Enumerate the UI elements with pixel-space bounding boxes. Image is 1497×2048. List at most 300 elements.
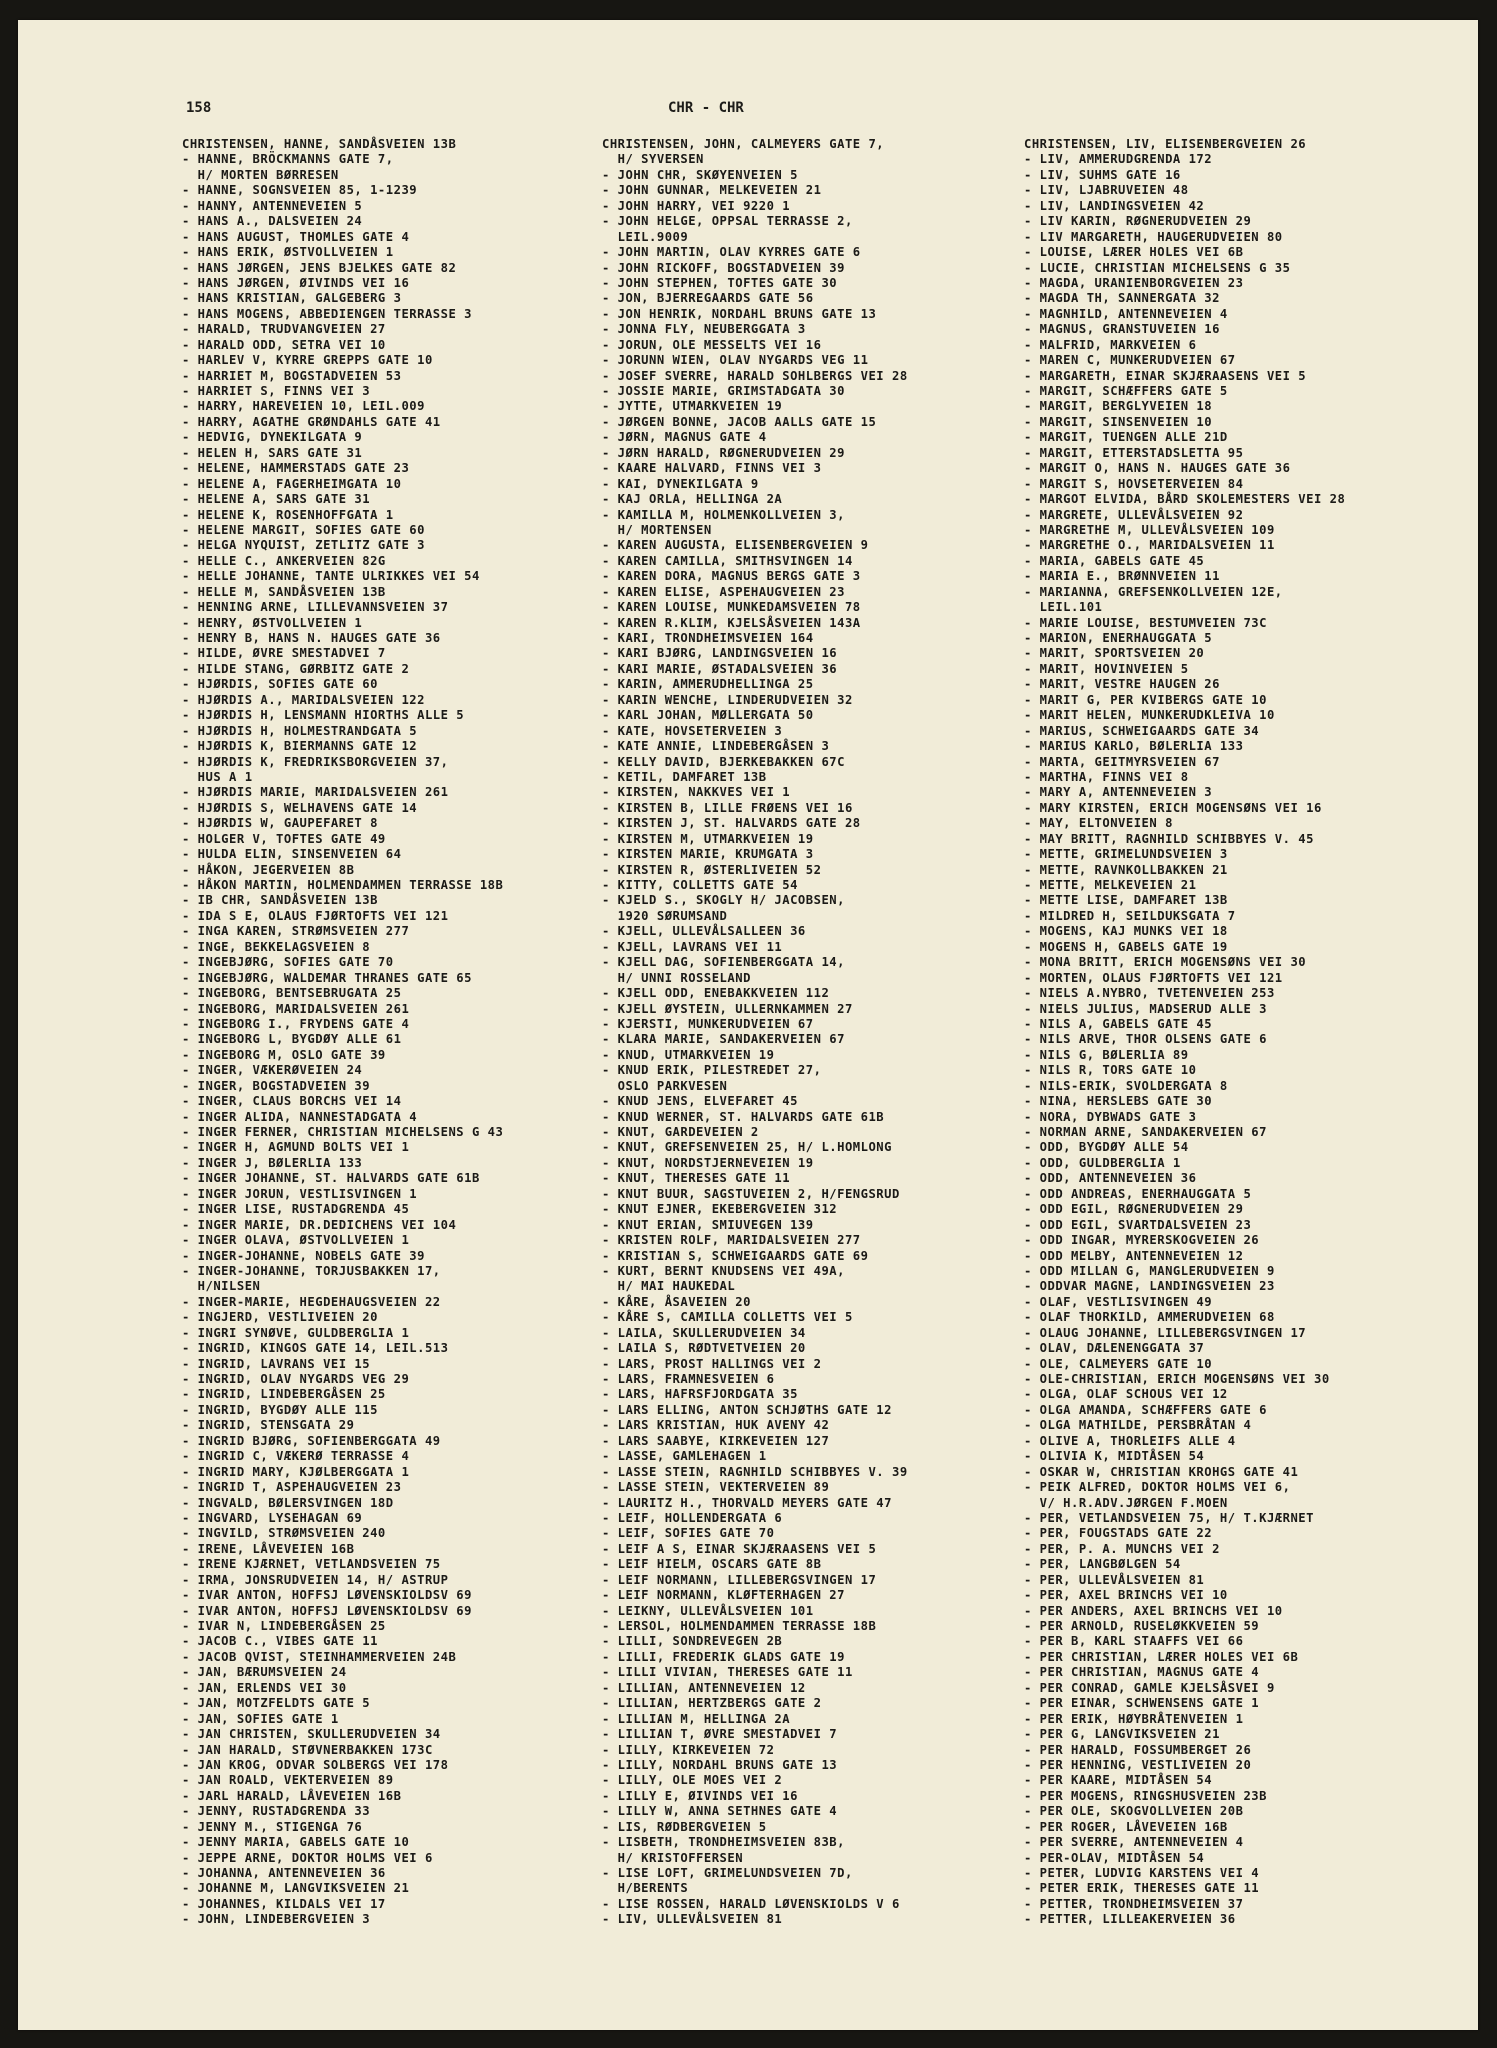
directory-entry: - INGRID C, VÆKERØ TERRASSE 4 bbox=[182, 1449, 410, 1464]
directory-entry: - HILDE, ØVRE SMESTADVEI 7 bbox=[182, 646, 386, 661]
directory-entry: - HARRIET S, FINNS VEI 3 bbox=[182, 384, 371, 398]
directory-entry: HUS A 1 bbox=[182, 769, 253, 784]
directory-entry: - MARY KIRSTEN, ERICH MOGENSØNS VEI 16 bbox=[1024, 800, 1322, 815]
directory-entry: - JACOB QVIST, STEINHAMMERVEIEN 24B bbox=[182, 1649, 457, 1664]
directory-entry: - PER, LANGBØLGEN 54 bbox=[1024, 1557, 1181, 1572]
directory-entry: - IVAR N, LINDEBERGÅSEN 25 bbox=[182, 1619, 386, 1633]
directory-entry: - KJELL ØYSTEIN, ULLERNKAMMEN 27 bbox=[602, 1001, 853, 1016]
directory-entry: 1920 SØRUMSAND bbox=[602, 908, 728, 923]
directory-entry: - KAI, DYNEKILGATA 9 bbox=[602, 476, 759, 491]
directory-entry: - JOHN STEPHEN, TOFTES GATE 30 bbox=[602, 275, 838, 290]
directory-entry: - KJELL, LAVRANS VEI 11 bbox=[602, 939, 783, 954]
directory-entry: - JACOB C., VIBES GATE 11 bbox=[182, 1634, 378, 1649]
directory-entry: - JOSEF SVERRE, HARALD SOHLBERGS VEI 28 bbox=[602, 368, 908, 383]
directory-entry: - NILS ARVE, THOR OLSENS GATE 6 bbox=[1024, 1032, 1267, 1047]
directory-entry: - KIRSTEN M, UTMARKVEIEN 19 bbox=[602, 831, 814, 846]
directory-entry: - KNUT BUUR, SAGSTUVEIEN 2, H/FENGSRUD bbox=[602, 1186, 900, 1201]
directory-entry: - JOHN HARRY, VEI 9220 1 bbox=[602, 198, 791, 213]
directory-entry: - LASSE, GAMLEHAGEN 1 bbox=[602, 1449, 767, 1464]
directory-entry: - KAREN DORA, MAGNUS BERGS GATE 3 bbox=[602, 569, 861, 584]
directory-entry: - MAGDA TH, SANNERGATA 32 bbox=[1024, 291, 1220, 306]
directory-entry: - HENRY, ØSTVOLLVEIEN 1 bbox=[182, 615, 363, 630]
directory-entry: - INGRID, STENSGATA 29 bbox=[182, 1418, 355, 1433]
directory-entry: - MAGDA, URANIENBORGVEIEN 23 bbox=[1024, 275, 1244, 290]
directory-entry: - KNUT EJNER, EKEBERGVEIEN 312 bbox=[602, 1202, 838, 1217]
directory-entry: - MARIUS, SCHWEIGAARDS GATE 34 bbox=[1024, 723, 1260, 738]
directory-entry: - LIS, RØDBERGVEIEN 5 bbox=[602, 1819, 767, 1834]
directory-entry: - HELENE A, SARS GATE 31 bbox=[182, 492, 371, 507]
directory-entry: - LILLI VIVIAN, THERESES GATE 11 bbox=[602, 1665, 853, 1680]
directory-entry: - INGEBJØRG, SOFIES GATE 70 bbox=[182, 955, 394, 970]
directory-entry: - MAGNUS, GRANSTUVEIEN 16 bbox=[1024, 322, 1220, 337]
directory-entry: - KAREN R.KLIM, KJELSÅSVEIEN 143A bbox=[602, 615, 861, 630]
directory-entry: - INGER, BOGSTADVEIEN 39 bbox=[182, 1078, 371, 1093]
directory-entry: - IVAR ANTON, HOFFSJ LØVENSKIOLDSV 69 bbox=[182, 1603, 472, 1618]
directory-entry: - LAILA S, RØDTVETVEIEN 20 bbox=[602, 1341, 806, 1356]
directory-entry: - IRMA, JONSRUDVEIEN 14, H/ ASTRUP bbox=[182, 1572, 449, 1587]
directory-entry: - LIV, LANDINGSVEIEN 42 bbox=[1024, 198, 1205, 213]
directory-entry: - HANS ERIK, ØSTVOLLVEIEN 1 bbox=[182, 245, 394, 260]
directory-entry: - PETTER, TRONDHEIMSVEIEN 37 bbox=[1024, 1896, 1244, 1911]
directory-entry: - LEIF NORMANN, LILLEBERGSVINGEN 17 bbox=[602, 1572, 877, 1587]
directory-entry: - PER, VETLANDSVEIEN 75, H/ T.KJÆRNET bbox=[1024, 1510, 1314, 1525]
directory-entry: - HARLEV V, KYRRE GREPPS GATE 10 bbox=[182, 353, 433, 368]
directory-entry: - HANS JØRGEN, JENS BJELKES GATE 82 bbox=[182, 260, 457, 275]
directory-entry: - KRISTIAN S, SCHWEIGAARDS GATE 69 bbox=[602, 1248, 869, 1263]
directory-entry: - HELENE A, FAGERHEIMGATA 10 bbox=[182, 476, 402, 491]
directory-entry: - LILLY E, ØIVINDS VEI 16 bbox=[602, 1788, 798, 1803]
directory-entry: - JOHANNE M, LANGVIKSVEIEN 21 bbox=[182, 1881, 410, 1896]
running-head: CHR - CHR bbox=[668, 100, 744, 116]
directory-entry: - HARRIET M, BOGSTADVEIEN 53 bbox=[182, 368, 402, 383]
directory-entry: - MARGRETHE M, ULLEVÅLSVEIEN 109 bbox=[1024, 522, 1275, 537]
directory-entry: - LIV, SUHMS GATE 16 bbox=[1024, 167, 1181, 182]
directory-entry: - NILS-ERIK, SVOLDERGATA 8 bbox=[1024, 1078, 1228, 1093]
directory-entry: - LISE ROSSEN, HARALD LØVENSKIOLDS V 6 bbox=[602, 1896, 900, 1911]
directory-entry: - JOSSIE MARIE, GRIMSTADGATA 30 bbox=[602, 384, 845, 398]
directory-entry: - MARIA E., BRØNNVEIEN 11 bbox=[1024, 569, 1220, 584]
directory-entry: - METTE LISE, DAMFARET 13B bbox=[1024, 893, 1228, 908]
directory-entry: - KELLY DAVID, BJERKEBAKKEN 67C bbox=[602, 754, 845, 769]
directory-entry: - PER, P. A. MUNCHS VEI 2 bbox=[1024, 1541, 1220, 1556]
directory-entry: - METTE, MELKEVEIEN 21 bbox=[1024, 878, 1197, 892]
directory-entry: - JENNY, RUSTADGRENDA 33 bbox=[182, 1804, 371, 1819]
directory-entry: - OLGA, OLAF SCHOUS VEI 12 bbox=[1024, 1387, 1228, 1402]
directory-entry: - MARGIT, SCHÆFFERS GATE 5 bbox=[1024, 384, 1228, 398]
directory-entry: - HJØRDIS K, FREDRIKSBORGVEIEN 37, bbox=[182, 754, 449, 769]
directory-entry: - HILDE STANG, GØRBITZ GATE 2 bbox=[182, 661, 410, 676]
directory-entry: - JORUN, OLE MESSELTS VEI 16 bbox=[602, 337, 822, 352]
directory-entry: - KNUD JENS, ELVEFARET 45 bbox=[602, 1094, 798, 1109]
directory-entry: - KETIL, DAMFARET 13B bbox=[602, 769, 767, 784]
directory-entry: - JØRN HARALD, RØGNERUDVEIEN 29 bbox=[602, 445, 845, 460]
directory-entry: - HELGA NYQUIST, ZETLITZ GATE 3 bbox=[182, 538, 425, 553]
directory-entry: - PER MOGENS, RINGSHUSVEIEN 23B bbox=[1024, 1788, 1267, 1803]
directory-entry: - KAJ ORLA, HELLINGA 2A bbox=[602, 492, 783, 507]
directory-entry: H/ KRISTOFFERSEN bbox=[602, 1850, 744, 1865]
directory-entry: - INGA KAREN, STRØMSVEIEN 277 bbox=[182, 924, 410, 939]
directory-entry: - MARGIT, ETTERSTADSLETTA 95 bbox=[1024, 445, 1244, 460]
directory-entry: - KLARA MARIE, SANDAKERVEIEN 67 bbox=[602, 1032, 845, 1047]
directory-entry: - PER G, LANGVIKSVEIEN 21 bbox=[1024, 1727, 1220, 1742]
directory-entry: - MARIT HELEN, MUNKERUDKLEIVA 10 bbox=[1024, 708, 1275, 723]
directory-entry: - LEIKNY, ULLEVÅLSVEIEN 101 bbox=[602, 1603, 814, 1618]
directory-entry: - LILLI, SONDREVEGEN 2B bbox=[602, 1634, 783, 1649]
directory-entry: - ODD, BYGDØY ALLE 54 bbox=[1024, 1140, 1189, 1155]
directory-entry: - MARGRETHE O., MARIDALSVEIEN 11 bbox=[1024, 538, 1275, 553]
directory-entry: - PER-OLAV, MIDTÅSEN 54 bbox=[1024, 1850, 1205, 1865]
directory-entry: - HELLE M, SANDÅSVEIEN 13B bbox=[182, 584, 386, 599]
directory-entry: - PER ROGER, LÅVEVEIEN 16B bbox=[1024, 1819, 1228, 1834]
directory-entry: - LASSE STEIN, RAGNHILD SCHIBBYES V. 39 bbox=[602, 1464, 908, 1479]
directory-column-1 bbox=[182, 137, 503, 1928]
directory-entry: - ODD INGAR, MYRERSKOGVEIEN 26 bbox=[1024, 1233, 1260, 1248]
directory-entry: - HENNING ARNE, LILLEVANNSVEIEN 37 bbox=[182, 600, 449, 615]
directory-entry: - LOUISE, LÆRER HOLES VEI 6B bbox=[1024, 245, 1244, 260]
directory-entry: - HEDVIG, DYNEKILGATA 9 bbox=[182, 430, 363, 445]
directory-entry: - KNUT, GREFSENVEIEN 25, H/ L.HOMLONG bbox=[602, 1140, 892, 1155]
directory-entry: - JAN HARALD, STØVNERBAKKEN 173C bbox=[182, 1742, 433, 1757]
directory-entry: - HÅKON, JEGERVEIEN 8B bbox=[182, 862, 355, 877]
directory-entry: - MARIUS KARLO, BØLERLIA 133 bbox=[1024, 739, 1244, 754]
directory-entry: - INGEBORG, MARIDALSVEIEN 261 bbox=[182, 1001, 410, 1016]
directory-entry: - INGER MARIE, DR.DEDICHENS VEI 104 bbox=[182, 1217, 457, 1232]
directory-entry: - ODDVAR MAGNE, LANDINGSVEIEN 23 bbox=[1024, 1279, 1275, 1294]
directory-entry: - PER, AXEL BRINCHS VEI 10 bbox=[1024, 1588, 1228, 1603]
directory-entry: - PER EINAR, SCHWENSENS GATE 1 bbox=[1024, 1696, 1260, 1711]
directory-entry: - KJELL DAG, SOFIENBERGGATA 14, bbox=[602, 955, 845, 970]
directory-entry: - HANS KRISTIAN, GALGEBERG 3 bbox=[182, 291, 402, 306]
directory-entry: - INGER LISE, RUSTADGRENDA 45 bbox=[182, 1202, 410, 1217]
directory-entry: - KNUT, GARDEVEIEN 2 bbox=[602, 1125, 759, 1139]
directory-entry: - JOHANNA, ANTENNEVEIEN 36 bbox=[182, 1866, 386, 1880]
directory-entry: - INGER JORUN, VESTLISVINGEN 1 bbox=[182, 1186, 418, 1201]
directory-entry: - JOHN HELGE, OPPSAL TERRASSE 2, bbox=[602, 214, 853, 229]
directory-entry: - KAREN ELISE, ASPEHAUGVEIEN 23 bbox=[602, 584, 845, 599]
directory-entry: - MARGOT ELVIDA, BÅRD SKOLEMESTERS VEI 28 bbox=[1024, 492, 1346, 507]
directory-column-3 bbox=[1024, 137, 1345, 1928]
directory-entry: - OLAV, DÆLENENGGATA 37 bbox=[1024, 1341, 1205, 1356]
directory-entry: - KATE ANNIE, LINDEBERGÅSEN 3 bbox=[602, 739, 830, 754]
directory-entry: - MARGIT, BERGLYVEIEN 18 bbox=[1024, 399, 1213, 414]
directory-entry: - INGER, CLAUS BORCHS VEI 14 bbox=[182, 1094, 402, 1109]
directory-entry: - HOLGER V, TOFTES GATE 49 bbox=[182, 831, 386, 846]
directory-entry: - LUCIE, CHRISTIAN MICHELSENS G 35 bbox=[1024, 260, 1291, 275]
directory-entry: - LIV, AMMERUDGRENDA 172 bbox=[1024, 152, 1213, 167]
directory-entry: - OLE, CALMEYERS GATE 10 bbox=[1024, 1356, 1213, 1371]
directory-entry: - NINA, HERSLEBS GATE 30 bbox=[1024, 1094, 1213, 1109]
directory-entry: - KATE, HOVSETERVEIEN 3 bbox=[602, 723, 783, 738]
directory-entry: - INGVARD, LYSEHAGAN 69 bbox=[182, 1510, 363, 1525]
directory-entry: - METTE, RAVNKOLLBAKKEN 21 bbox=[1024, 862, 1228, 877]
directory-entry: - LILLIAN T, ØVRE SMESTADVEI 7 bbox=[602, 1727, 838, 1742]
directory-entry: - LILLIAN, ANTENNEVEIEN 12 bbox=[602, 1680, 806, 1695]
directory-entry: - LILLY, NORDAHL BRUNS GATE 13 bbox=[602, 1757, 838, 1772]
directory-entry: - JAN KROG, ODVAR SOLBERGS VEI 178 bbox=[182, 1757, 449, 1772]
directory-entry: - OLE-CHRISTIAN, ERICH MOGENSØNS VEI 30 bbox=[1024, 1372, 1330, 1386]
directory-entry: - ODD EGIL, SVARTDALSVEIEN 23 bbox=[1024, 1217, 1252, 1232]
directory-entry: CHRISTENSEN, HANNE, SANDÅSVEIEN 13B bbox=[182, 137, 457, 151]
directory-entry: - KAREN LOUISE, MUNKEDAMSVEIEN 78 bbox=[602, 600, 861, 615]
directory-entry: - KARI MARIE, ØSTADALSVEIEN 36 bbox=[602, 661, 838, 676]
directory-entry: - MONA BRITT, ERICH MOGENSØNS VEI 30 bbox=[1024, 955, 1307, 970]
directory-entry: - JØRN, MAGNUS GATE 4 bbox=[602, 430, 767, 445]
directory-entry: - KNUT, THERESES GATE 11 bbox=[602, 1171, 791, 1186]
directory-entry: - IVAR ANTON, HOFFSJ LØVENSKIOLDSV 69 bbox=[182, 1588, 472, 1603]
directory-entry: - HENRY B, HANS N. HAUGES GATE 36 bbox=[182, 631, 441, 645]
directory-entry: - MAY, ELTONVEIEN 8 bbox=[1024, 816, 1173, 831]
directory-entry: - ODD MILLAN G, MANGLERUDVEIEN 9 bbox=[1024, 1263, 1275, 1278]
directory-entry: - JAN, ERLENDS VEI 30 bbox=[182, 1680, 347, 1695]
directory-entry: - LIV KARIN, RØGNERUDVEIEN 29 bbox=[1024, 214, 1252, 229]
directory-entry: - PER B, KARL STAAFFS VEI 66 bbox=[1024, 1634, 1244, 1649]
directory-entry: - KAMILLA M, HOLMENKOLLVEIEN 3, bbox=[602, 507, 845, 522]
directory-entry: - INGRID T, ASPEHAUGVEIEN 23 bbox=[182, 1480, 402, 1495]
directory-entry: - KIRSTEN MARIE, KRUMGATA 3 bbox=[602, 847, 814, 862]
directory-entry: - LAURITZ H., THORVALD MEYERS GATE 47 bbox=[602, 1495, 892, 1510]
directory-entry: - KJELD S., SKOGLY H/ JACOBSEN, bbox=[602, 893, 845, 908]
directory-entry: - HANS JØRGEN, ØIVINDS VEI 16 bbox=[182, 275, 410, 290]
directory-entry: - PER CHRISTIAN, LÆRER HOLES VEI 6B bbox=[1024, 1649, 1299, 1664]
directory-entry: - LISBETH, TRONDHEIMSVEIEN 83B, bbox=[602, 1835, 845, 1850]
directory-entry: - JOHN RICKOFF, BOGSTADVEIEN 39 bbox=[602, 260, 845, 275]
directory-entry: - PER CONRAD, GAMLE KJELSÅSVEI 9 bbox=[1024, 1680, 1275, 1695]
directory-entry: - KARI BJØRG, LANDINGSVEIEN 16 bbox=[602, 646, 838, 661]
directory-entry: - KITTY, COLLETTS GATE 54 bbox=[602, 878, 798, 892]
directory-entry: - PETTER, LILLEAKERVEIEN 36 bbox=[1024, 1912, 1236, 1927]
directory-entry: - INGEBORG M, OSLO GATE 39 bbox=[182, 1047, 386, 1062]
directory-entry: - HELLE C., ANKERVEIEN 82G bbox=[182, 553, 386, 568]
directory-entry: - ODD, GULDBERGLIA 1 bbox=[1024, 1155, 1181, 1170]
directory-entry: - ODD EGIL, RØGNERUDVEIEN 29 bbox=[1024, 1202, 1244, 1217]
directory-entry: - KARL JOHAN, MØLLERGATA 50 bbox=[602, 708, 814, 723]
directory-entry: - ODD MELBY, ANTENNEVEIEN 12 bbox=[1024, 1248, 1244, 1263]
directory-entry: CHRISTENSEN, LIV, ELISENBERGVEIEN 26 bbox=[1024, 137, 1307, 151]
directory-entry: - MAGNHILD, ANTENNEVEIEN 4 bbox=[1024, 306, 1228, 321]
directory-entry: - KARIN WENCHE, LINDERUDVEIEN 32 bbox=[602, 692, 853, 707]
directory-entry: - KIRSTEN B, LILLE FRØENS VEI 16 bbox=[602, 800, 853, 815]
directory-entry: - HJØRDIS W, GAUPEFARET 8 bbox=[182, 816, 378, 831]
directory-entry: - PETER ERIK, THERESES GATE 11 bbox=[1024, 1881, 1260, 1896]
directory-entry: - INGER-JOHANNE, TORJUSBAKKEN 17, bbox=[182, 1263, 441, 1278]
directory-entry: - LILLIAN M, HELLINGA 2A bbox=[602, 1711, 791, 1726]
directory-entry: - ODD ANDREAS, ENERHAUGGATA 5 bbox=[1024, 1186, 1252, 1201]
directory-column-2 bbox=[602, 137, 908, 1928]
directory-entry: - MARGIT O, HANS N. HAUGES GATE 36 bbox=[1024, 461, 1291, 476]
directory-entry: - HANNE, SOGNSVEIEN 85, 1-1239 bbox=[182, 183, 418, 198]
directory-entry: - HJØRDIS H, HOLMESTRANDGATA 5 bbox=[182, 723, 418, 738]
directory-entry: - JAN, SOFIES GATE 1 bbox=[182, 1711, 339, 1726]
directory-entry: - HARRY, HAREVEIEN 10, LEIL.009 bbox=[182, 399, 425, 414]
directory-entry: - MARION, ENERHAUGGATA 5 bbox=[1024, 631, 1213, 645]
directory-entry: - KJELL ODD, ENEBAKKVEIEN 112 bbox=[602, 986, 830, 1001]
directory-entry: - HARALD, TRUDVANGVEIEN 27 bbox=[182, 322, 386, 337]
directory-entry: - KNUD ERIK, PILESTREDET 27, bbox=[602, 1063, 822, 1078]
directory-entry: - INGRID, LAVRANS VEI 15 bbox=[182, 1356, 371, 1371]
directory-entry: - HANNY, ANTENNEVEIEN 5 bbox=[182, 198, 363, 213]
directory-entry: - JAN, BÆRUMSVEIEN 24 bbox=[182, 1665, 347, 1680]
directory-entry: - MARIANNA, GREFSENKOLLVEIEN 12E, bbox=[1024, 584, 1283, 599]
directory-entry: - PER SVERRE, ANTENNEVEIEN 4 bbox=[1024, 1835, 1244, 1850]
directory-entry: - INGRID, KINGOS GATE 14, LEIL.513 bbox=[182, 1341, 449, 1356]
directory-entry: - JOHN, LINDEBERGVEIEN 3 bbox=[182, 1912, 371, 1927]
directory-entry: - MARIT, SPORTSVEIEN 20 bbox=[1024, 646, 1205, 661]
directory-entry: - MARIE LOUISE, BESTUMVEIEN 73C bbox=[1024, 615, 1267, 630]
directory-entry: V/ H.R.ADV.JØRGEN F.MOEN bbox=[1024, 1495, 1228, 1510]
directory-entry: - OLAUG JOHANNE, LILLEBERGSVINGEN 17 bbox=[1024, 1325, 1307, 1340]
directory-entry: - NORA, DYBWADS GATE 3 bbox=[1024, 1109, 1197, 1124]
directory-entry: - HJØRDIS H, LENSMANN HIORTHS ALLE 5 bbox=[182, 708, 465, 723]
directory-entry: - KIRSTEN J, ST. HALVARDS GATE 28 bbox=[602, 816, 861, 831]
directory-entry: - MOGENS, KAJ MUNKS VEI 18 bbox=[1024, 924, 1228, 939]
directory-entry: - MARGARETH, EINAR SKJÆRAASENS VEI 5 bbox=[1024, 368, 1307, 383]
directory-entry: - JORUNN WIEN, OLAV NYGARDS VEG 11 bbox=[602, 353, 869, 368]
directory-entry: - INGER ALIDA, NANNESTADGATA 4 bbox=[182, 1109, 418, 1124]
directory-entry: - NILS G, BØLERLIA 89 bbox=[1024, 1047, 1189, 1062]
directory-entry: - JAN, MOTZFELDTS GATE 5 bbox=[182, 1696, 371, 1711]
directory-entry: - INGER-MARIE, HEGDEHAUGSVEIEN 22 bbox=[182, 1294, 441, 1309]
directory-entry: - JARL HARALD, LÅVEVEIEN 16B bbox=[182, 1788, 402, 1803]
directory-entry: - INGVALD, BØLERSVINGEN 18D bbox=[182, 1495, 394, 1510]
directory-entry: - PER ANDERS, AXEL BRINCHS VEI 10 bbox=[1024, 1603, 1283, 1618]
directory-entry: - LILLY W, ANNA SETHNES GATE 4 bbox=[602, 1804, 838, 1819]
directory-entry: - LILLIAN, HERTZBERGS GATE 2 bbox=[602, 1696, 822, 1711]
directory-entry: - PER, FOUGSTADS GATE 22 bbox=[1024, 1526, 1213, 1541]
directory-entry: - PER KAARE, MIDTÅSEN 54 bbox=[1024, 1773, 1213, 1788]
directory-entry: - PER HENNING, VESTLIVEIEN 20 bbox=[1024, 1757, 1252, 1772]
directory-entry: H/ MORTENSEN bbox=[602, 522, 712, 537]
directory-entry: - NIELS A.NYBRO, TVETENVEIEN 253 bbox=[1024, 986, 1275, 1001]
directory-entry: - HJØRDIS MARIE, MARIDALSVEIEN 261 bbox=[182, 785, 449, 800]
directory-entry: - MOGENS H, GABELS GATE 19 bbox=[1024, 939, 1228, 954]
directory-entry: - LILLY, OLE MOES VEI 2 bbox=[602, 1773, 783, 1788]
directory-entry: - PER, ULLEVÅLSVEIEN 81 bbox=[1024, 1572, 1205, 1587]
directory-entry: - JYTTE, UTMARKVEIEN 19 bbox=[602, 399, 783, 414]
directory-entry: - LIV, LJABRUVEIEN 48 bbox=[1024, 183, 1189, 198]
directory-entry: - INGER H, AGMUND BOLTS VEI 1 bbox=[182, 1140, 410, 1155]
directory-entry: - METTE, GRIMELUNDSVEIEN 3 bbox=[1024, 847, 1228, 862]
directory-entry: H/ UNNI ROSSELAND bbox=[602, 970, 751, 985]
directory-entry: - KURT, BERNT KNUDSENS VEI 49A, bbox=[602, 1263, 845, 1278]
directory-entry: OSLO PARKVESEN bbox=[602, 1078, 728, 1093]
directory-entry: - KARIN, AMMERUDHELLINGA 25 bbox=[602, 677, 814, 692]
directory-entry: - LEIF NORMANN, KLØFTERHAGEN 27 bbox=[602, 1588, 845, 1603]
directory-entry: - INGRID, LINDEBERGÅSEN 25 bbox=[182, 1387, 386, 1402]
directory-entry: - INGRID MARY, KJØLBERGGATA 1 bbox=[182, 1464, 410, 1479]
directory-entry: - JOHN MARTIN, OLAV KYRRES GATE 6 bbox=[602, 245, 861, 260]
directory-entry: - LISE LOFT, GRIMELUNDSVEIEN 7D, bbox=[602, 1866, 853, 1880]
directory-entry: - NILS A, GABELS GATE 45 bbox=[1024, 1016, 1213, 1031]
directory-entry: - HANS MOGENS, ABBEDIENGEN TERRASSE 3 bbox=[182, 306, 472, 321]
directory-entry: - LARS, HAFRSFJORDGATA 35 bbox=[602, 1387, 798, 1402]
directory-entry: H/ MAI HAUKEDAL bbox=[602, 1279, 736, 1294]
directory-page bbox=[18, 20, 1478, 2030]
directory-entry: - OLGA MATHILDE, PERSBRÅTAN 4 bbox=[1024, 1418, 1252, 1433]
directory-entry: - MARTHA, FINNS VEI 8 bbox=[1024, 769, 1189, 784]
directory-entry: - IB CHR, SANDÅSVEIEN 13B bbox=[182, 893, 378, 908]
directory-entry: - OLIVIA K, MIDTÅSEN 54 bbox=[1024, 1449, 1205, 1464]
directory-entry: - KJERSTI, MUNKERUDVEIEN 67 bbox=[602, 1016, 814, 1031]
directory-entry: - ODD, ANTENNEVEIEN 36 bbox=[1024, 1171, 1197, 1186]
directory-entry: - PER OLE, SKOGVOLLVEIEN 20B bbox=[1024, 1804, 1244, 1819]
directory-entry: - KARI, TRONDHEIMSVEIEN 164 bbox=[602, 631, 814, 645]
directory-entry: - HULDA ELIN, SINSENVEIEN 64 bbox=[182, 847, 402, 862]
directory-entry: - MARGIT S, HOVSETERVEIEN 84 bbox=[1024, 476, 1244, 491]
directory-entry: LEIL.101 bbox=[1024, 600, 1103, 615]
directory-entry: - KAARE HALVARD, FINNS VEI 3 bbox=[602, 461, 822, 476]
directory-entry: - HJØRDIS S, WELHAVENS GATE 14 bbox=[182, 800, 418, 815]
directory-entry: - MARGIT, SINSENVEIEN 10 bbox=[1024, 414, 1213, 429]
directory-entry: - KNUT ERIAN, SMIUVEGEN 139 bbox=[602, 1217, 814, 1232]
directory-entry: - INGEBORG L, BYGDØY ALLE 61 bbox=[182, 1032, 402, 1047]
directory-entry: - INGER, VÆKERØVEIEN 24 bbox=[182, 1063, 363, 1078]
directory-entry: - IRENE KJÆRNET, VETLANDSVEIEN 75 bbox=[182, 1557, 441, 1572]
directory-entry: - PER ERIK, HØYBRÅTENVEIEN 1 bbox=[1024, 1711, 1244, 1726]
directory-entry: - PER HARALD, FOSSUMBERGET 26 bbox=[1024, 1742, 1252, 1757]
directory-entry: - JØRGEN BONNE, JACOB AALLS GATE 15 bbox=[602, 414, 877, 429]
directory-entry: - KJELL, ULLEVÅLSALLEEN 36 bbox=[602, 924, 806, 939]
directory-entry: - JOHANNES, KILDALS VEI 17 bbox=[182, 1896, 386, 1911]
directory-entry: - LARS KRISTIAN, HUK AVENY 42 bbox=[602, 1418, 830, 1433]
directory-entry: - HELEN H, SARS GATE 31 bbox=[182, 445, 363, 460]
directory-entry: - LARS ELLING, ANTON SCHJØTHS GATE 12 bbox=[602, 1402, 892, 1417]
directory-entry: - LARS, PROST HALLINGS VEI 2 bbox=[602, 1356, 822, 1371]
directory-entry: - INGER-JOHANNE, NOBELS GATE 39 bbox=[182, 1248, 425, 1263]
directory-entry: - HELLE JOHANNE, TANTE ULRIKKES VEI 54 bbox=[182, 569, 480, 584]
directory-entry: - KNUD, UTMARKVEIEN 19 bbox=[602, 1047, 775, 1062]
directory-entry: - MAREN C, MUNKERUDVEIEN 67 bbox=[1024, 353, 1236, 368]
directory-entry: - INGEBORG I., FRYDENS GATE 4 bbox=[182, 1016, 410, 1031]
directory-entry: - HANS A., DALSVEIEN 24 bbox=[182, 214, 363, 229]
directory-entry: - INGER J, BØLERLIA 133 bbox=[182, 1155, 363, 1170]
directory-entry: - OLIVE A, THORLEIFS ALLE 4 bbox=[1024, 1433, 1236, 1448]
directory-entry: - LASSE STEIN, VEKTERVEIEN 89 bbox=[602, 1480, 830, 1495]
directory-entry: - INGJERD, VESTLIVEIEN 20 bbox=[182, 1310, 378, 1325]
directory-entry: H/ SYVERSEN bbox=[602, 152, 704, 167]
directory-entry: - HJØRDIS A., MARIDALSVEIEN 122 bbox=[182, 692, 425, 707]
directory-entry: - MARIT G, PER KVIBERGS GATE 10 bbox=[1024, 692, 1267, 707]
directory-entry: - KIRSTEN, NAKKVES VEI 1 bbox=[602, 785, 791, 800]
directory-entry: - MARGRETE, ULLEVÅLSVEIEN 92 bbox=[1024, 507, 1244, 522]
directory-entry: - IDA S E, OLAUS FJØRTOFTS VEI 121 bbox=[182, 908, 449, 923]
directory-entry: - MALFRID, MARKVEIEN 6 bbox=[1024, 337, 1197, 352]
directory-entry: H/BERENTS bbox=[602, 1881, 689, 1896]
directory-entry: - OLGA AMANDA, SCHÆFFERS GATE 6 bbox=[1024, 1402, 1267, 1417]
directory-entry: CHRISTENSEN, JOHN, CALMEYERS GATE 7, bbox=[602, 137, 885, 151]
directory-entry: - IRENE, LÅVEVEIEN 16B bbox=[182, 1541, 355, 1556]
directory-entry: - JAN ROALD, VEKTERVEIEN 89 bbox=[182, 1773, 394, 1788]
directory-entry: - INGER FERNER, CHRISTIAN MICHELSENS G 43 bbox=[182, 1125, 504, 1139]
directory-entry: - MAY BRITT, RAGNHILD SCHIBBYES V. 45 bbox=[1024, 831, 1314, 846]
directory-entry: - LEIF, HOLLENDERGATA 6 bbox=[602, 1510, 783, 1525]
directory-entry: - LIV, ULLEVÅLSVEIEN 81 bbox=[602, 1912, 783, 1927]
directory-entry: - MARIT, VESTRE HAUGEN 26 bbox=[1024, 677, 1220, 692]
directory-entry: - PETER, LUDVIG KARSTENS VEI 4 bbox=[1024, 1866, 1260, 1880]
directory-entry: - INGEBORG, BENTSEBRUGATA 25 bbox=[182, 986, 402, 1001]
directory-entry: - HARALD ODD, SETRA VEI 10 bbox=[182, 337, 386, 352]
directory-entry: LEIL.9009 bbox=[602, 229, 689, 244]
directory-entry: - INGRID, BYGDØY ALLE 115 bbox=[182, 1402, 378, 1417]
directory-entry: - PEIK ALFRED, DOKTOR HOLMS VEI 6, bbox=[1024, 1480, 1291, 1495]
directory-entry: - KAREN CAMILLA, SMITHSVINGEN 14 bbox=[602, 553, 853, 568]
directory-entry: - LEIF, SOFIES GATE 70 bbox=[602, 1526, 775, 1541]
directory-entry: - HANNE, BRÖCKMANNS GATE 7, bbox=[182, 152, 394, 167]
directory-entry: - MARIA, GABELS GATE 45 bbox=[1024, 553, 1205, 568]
directory-entry: - LILLI, FREDERIK GLADS GATE 19 bbox=[602, 1649, 845, 1664]
directory-entry: - KÅRE, ÅSAVEIEN 20 bbox=[602, 1294, 751, 1309]
directory-entry: - HELENE, HAMMERSTADS GATE 23 bbox=[182, 461, 410, 476]
directory-entry: - INGEBJØRG, WALDEMAR THRANES GATE 65 bbox=[182, 970, 472, 985]
